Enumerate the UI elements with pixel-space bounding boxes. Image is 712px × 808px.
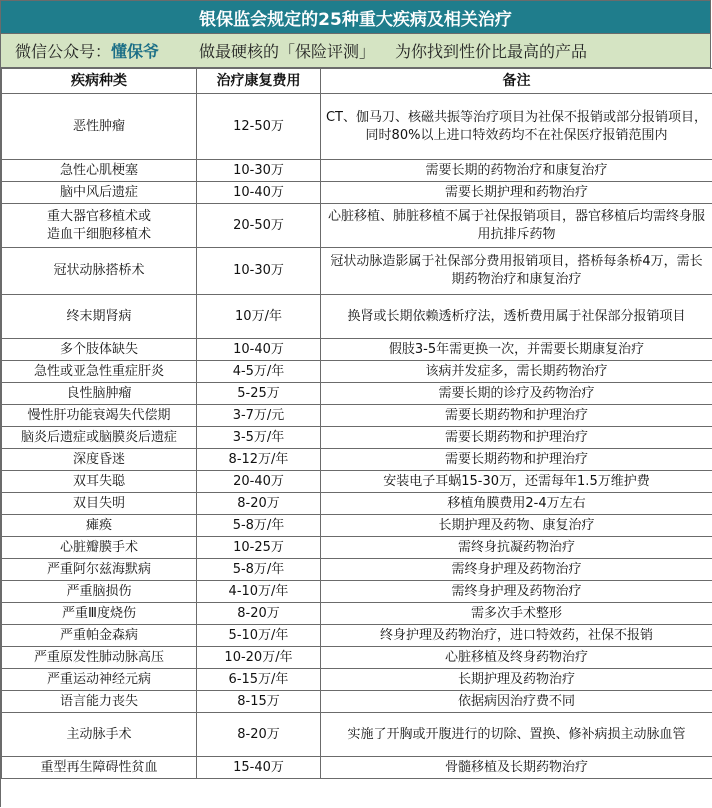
cell-note: CT、伽马刀、核磁共振等治疗项目为社保不报销或部分报销项目，同时80%以上进口特效药均不在社保医疗报销范围内 xyxy=(321,94,712,160)
cell-note: 心脏移植及终身药物治疗 xyxy=(321,647,712,669)
cell-cost: 4-5万/年 xyxy=(197,361,321,383)
cell-note: 实施了开胸或开腹进行的切除、置换、修补病损主动脉血管 xyxy=(321,713,712,757)
cell-disease: 心脏瓣膜手术 xyxy=(2,537,197,559)
table-row xyxy=(2,713,712,757)
table-row xyxy=(2,94,712,160)
cell-cost: 5-8万/年 xyxy=(197,515,321,537)
cell-cost: 10-30万 xyxy=(197,160,321,182)
cell-disease: 良性脑肿瘤 xyxy=(2,383,197,405)
cell-cost: 5-10万/年 xyxy=(197,625,321,647)
table-row xyxy=(2,361,712,383)
cell-note: 需要长期护理和药物治疗 xyxy=(321,182,712,204)
cell-cost: 4-10万/年 xyxy=(197,581,321,603)
table-row xyxy=(2,471,712,493)
table-row xyxy=(2,537,712,559)
cell-cost: 12-50万 xyxy=(197,94,321,160)
cell-disease: 慢性肝功能衰竭失代偿期 xyxy=(2,405,197,427)
cell-cost: 20-50万 xyxy=(197,204,321,248)
cell-cost: 10-40万 xyxy=(197,339,321,361)
cell-disease: 严重运动神经元病 xyxy=(2,669,197,691)
disease-table xyxy=(1,68,712,779)
table-row xyxy=(2,204,712,248)
cell-cost: 8-15万 xyxy=(197,691,321,713)
cell-disease: 恶性肿瘤 xyxy=(2,94,197,160)
cell-note: 假肢3-5年需更换一次，并需要长期康复治疗 xyxy=(321,339,712,361)
cell-disease: 冠状动脉搭桥术 xyxy=(2,248,197,295)
cell-note: 心脏移植、肺脏移植不属于社保报销项目，器官移植后均需终身服用抗排斥药物 xyxy=(321,204,712,248)
table-row xyxy=(2,160,712,182)
table-row xyxy=(2,691,712,713)
cell-cost: 20-40万 xyxy=(197,471,321,493)
table-row xyxy=(2,625,712,647)
account-label: 微信公众号： xyxy=(15,42,112,61)
cell-note: 需要长期的诊疗及药物治疗 xyxy=(321,383,712,405)
table-row xyxy=(2,515,712,537)
cell-cost: 5-25万 xyxy=(197,383,321,405)
slogan-primary: 做最硬核的「保险评测」 xyxy=(199,42,376,61)
cell-disease: 严重脑损伤 xyxy=(2,581,197,603)
cell-disease: 重大器官移植术或 造血干细胞移植术 xyxy=(2,204,197,248)
table-row xyxy=(2,449,712,471)
cell-disease: 重型再生障碍性贫血 xyxy=(2,757,197,779)
table-row xyxy=(2,559,712,581)
cell-cost: 10万/年 xyxy=(197,295,321,339)
slogan-secondary: 为你找到性价比最高的产品 xyxy=(395,42,588,61)
cell-note: 骨髓移植及长期药物治疗 xyxy=(321,757,712,779)
table-row xyxy=(2,248,712,295)
table-row xyxy=(2,581,712,603)
cell-cost: 15-40万 xyxy=(197,757,321,779)
cell-note: 冠状动脉造影属于社保部分费用报销项目，搭桥每条桥4万，需长期药物治疗和康复治疗 xyxy=(321,248,712,295)
cell-disease: 语言能力丧失 xyxy=(2,691,197,713)
cell-disease: 严重帕金森病 xyxy=(2,625,197,647)
cell-note: 需多次手术整形 xyxy=(321,603,712,625)
table-row xyxy=(2,182,712,204)
table-row xyxy=(2,383,712,405)
header-cost: 治疗康复费用 xyxy=(197,69,321,94)
cell-disease: 急性或亚急性重症肝炎 xyxy=(2,361,197,383)
table-row xyxy=(2,339,712,361)
cell-note: 终身护理及药物治疗，进口特效药，社保不报销 xyxy=(321,625,712,647)
subtitle-bar xyxy=(1,34,711,68)
cell-cost: 6-15万/年 xyxy=(197,669,321,691)
cell-note: 移植角膜费用2-4万左右 xyxy=(321,493,712,515)
cell-cost: 3-7万/元 xyxy=(197,405,321,427)
cell-disease: 严重原发性肺动脉高压 xyxy=(2,647,197,669)
cell-disease: 深度昏迷 xyxy=(2,449,197,471)
cell-note: 需要长期药物和护理治疗 xyxy=(321,427,712,449)
cell-disease: 严重阿尔兹海默病 xyxy=(2,559,197,581)
cell-cost: 10-20万/年 xyxy=(197,647,321,669)
cell-note: 该病并发症多，需长期药物治疗 xyxy=(321,361,712,383)
cell-note: 依据病因治疗费不同 xyxy=(321,691,712,713)
cell-disease: 严重Ⅲ度烧伤 xyxy=(2,603,197,625)
cell-note: 长期护理及药物、康复治疗 xyxy=(321,515,712,537)
cell-disease: 多个肢体缺失 xyxy=(2,339,197,361)
cell-cost: 10-40万 xyxy=(197,182,321,204)
table-row xyxy=(2,295,712,339)
table-row xyxy=(2,757,712,779)
cell-cost: 10-25万 xyxy=(197,537,321,559)
cell-cost: 8-20万 xyxy=(197,493,321,515)
cell-cost: 8-20万 xyxy=(197,603,321,625)
cell-cost: 8-12万/年 xyxy=(197,449,321,471)
header-disease: 疾病种类 xyxy=(2,69,197,94)
cell-cost: 5-8万/年 xyxy=(197,559,321,581)
table-row xyxy=(2,669,712,691)
cell-disease: 主动脉手术 xyxy=(2,713,197,757)
cell-disease: 脑中风后遗症 xyxy=(2,182,197,204)
cell-note: 需终身护理及药物治疗 xyxy=(321,559,712,581)
cell-note: 换肾或长期依赖透析疗法，透析费用属于社保部分报销项目 xyxy=(321,295,712,339)
cell-note: 长期护理及药物治疗 xyxy=(321,669,712,691)
table-row xyxy=(2,603,712,625)
cell-note: 需要长期药物和护理治疗 xyxy=(321,405,712,427)
cell-cost: 8-20万 xyxy=(197,713,321,757)
cell-cost: 10-30万 xyxy=(197,248,321,295)
cell-disease: 双目失明 xyxy=(2,493,197,515)
cell-disease: 脑炎后遗症或脑膜炎后遗症 xyxy=(2,427,197,449)
cell-disease: 瘫痪 xyxy=(2,515,197,537)
cell-cost: 3-5万/年 xyxy=(197,427,321,449)
cell-note: 需要长期的药物治疗和康复治疗 xyxy=(321,160,712,182)
table-row xyxy=(2,405,712,427)
table-row xyxy=(2,647,712,669)
cell-note: 需终身护理及药物治疗 xyxy=(321,581,712,603)
cell-disease: 急性心肌梗塞 xyxy=(2,160,197,182)
cell-disease: 双耳失聪 xyxy=(2,471,197,493)
cell-note: 需要长期药物和护理治疗 xyxy=(321,449,712,471)
sheet-title: 银保监会规定的25种重大疾病及相关治疗 xyxy=(1,1,711,34)
cell-note: 需终身抗凝药物治疗 xyxy=(321,537,712,559)
header-note: 备注 xyxy=(321,69,712,94)
account-name: 懂保爷 xyxy=(111,42,160,61)
table-header-row xyxy=(2,69,712,94)
cell-disease: 终末期肾病 xyxy=(2,295,197,339)
table-row xyxy=(2,493,712,515)
cell-note: 安装电子耳蜗15-30万，还需每年1.5万维护费 xyxy=(321,471,712,493)
table-body xyxy=(2,94,712,779)
table-row xyxy=(2,427,712,449)
